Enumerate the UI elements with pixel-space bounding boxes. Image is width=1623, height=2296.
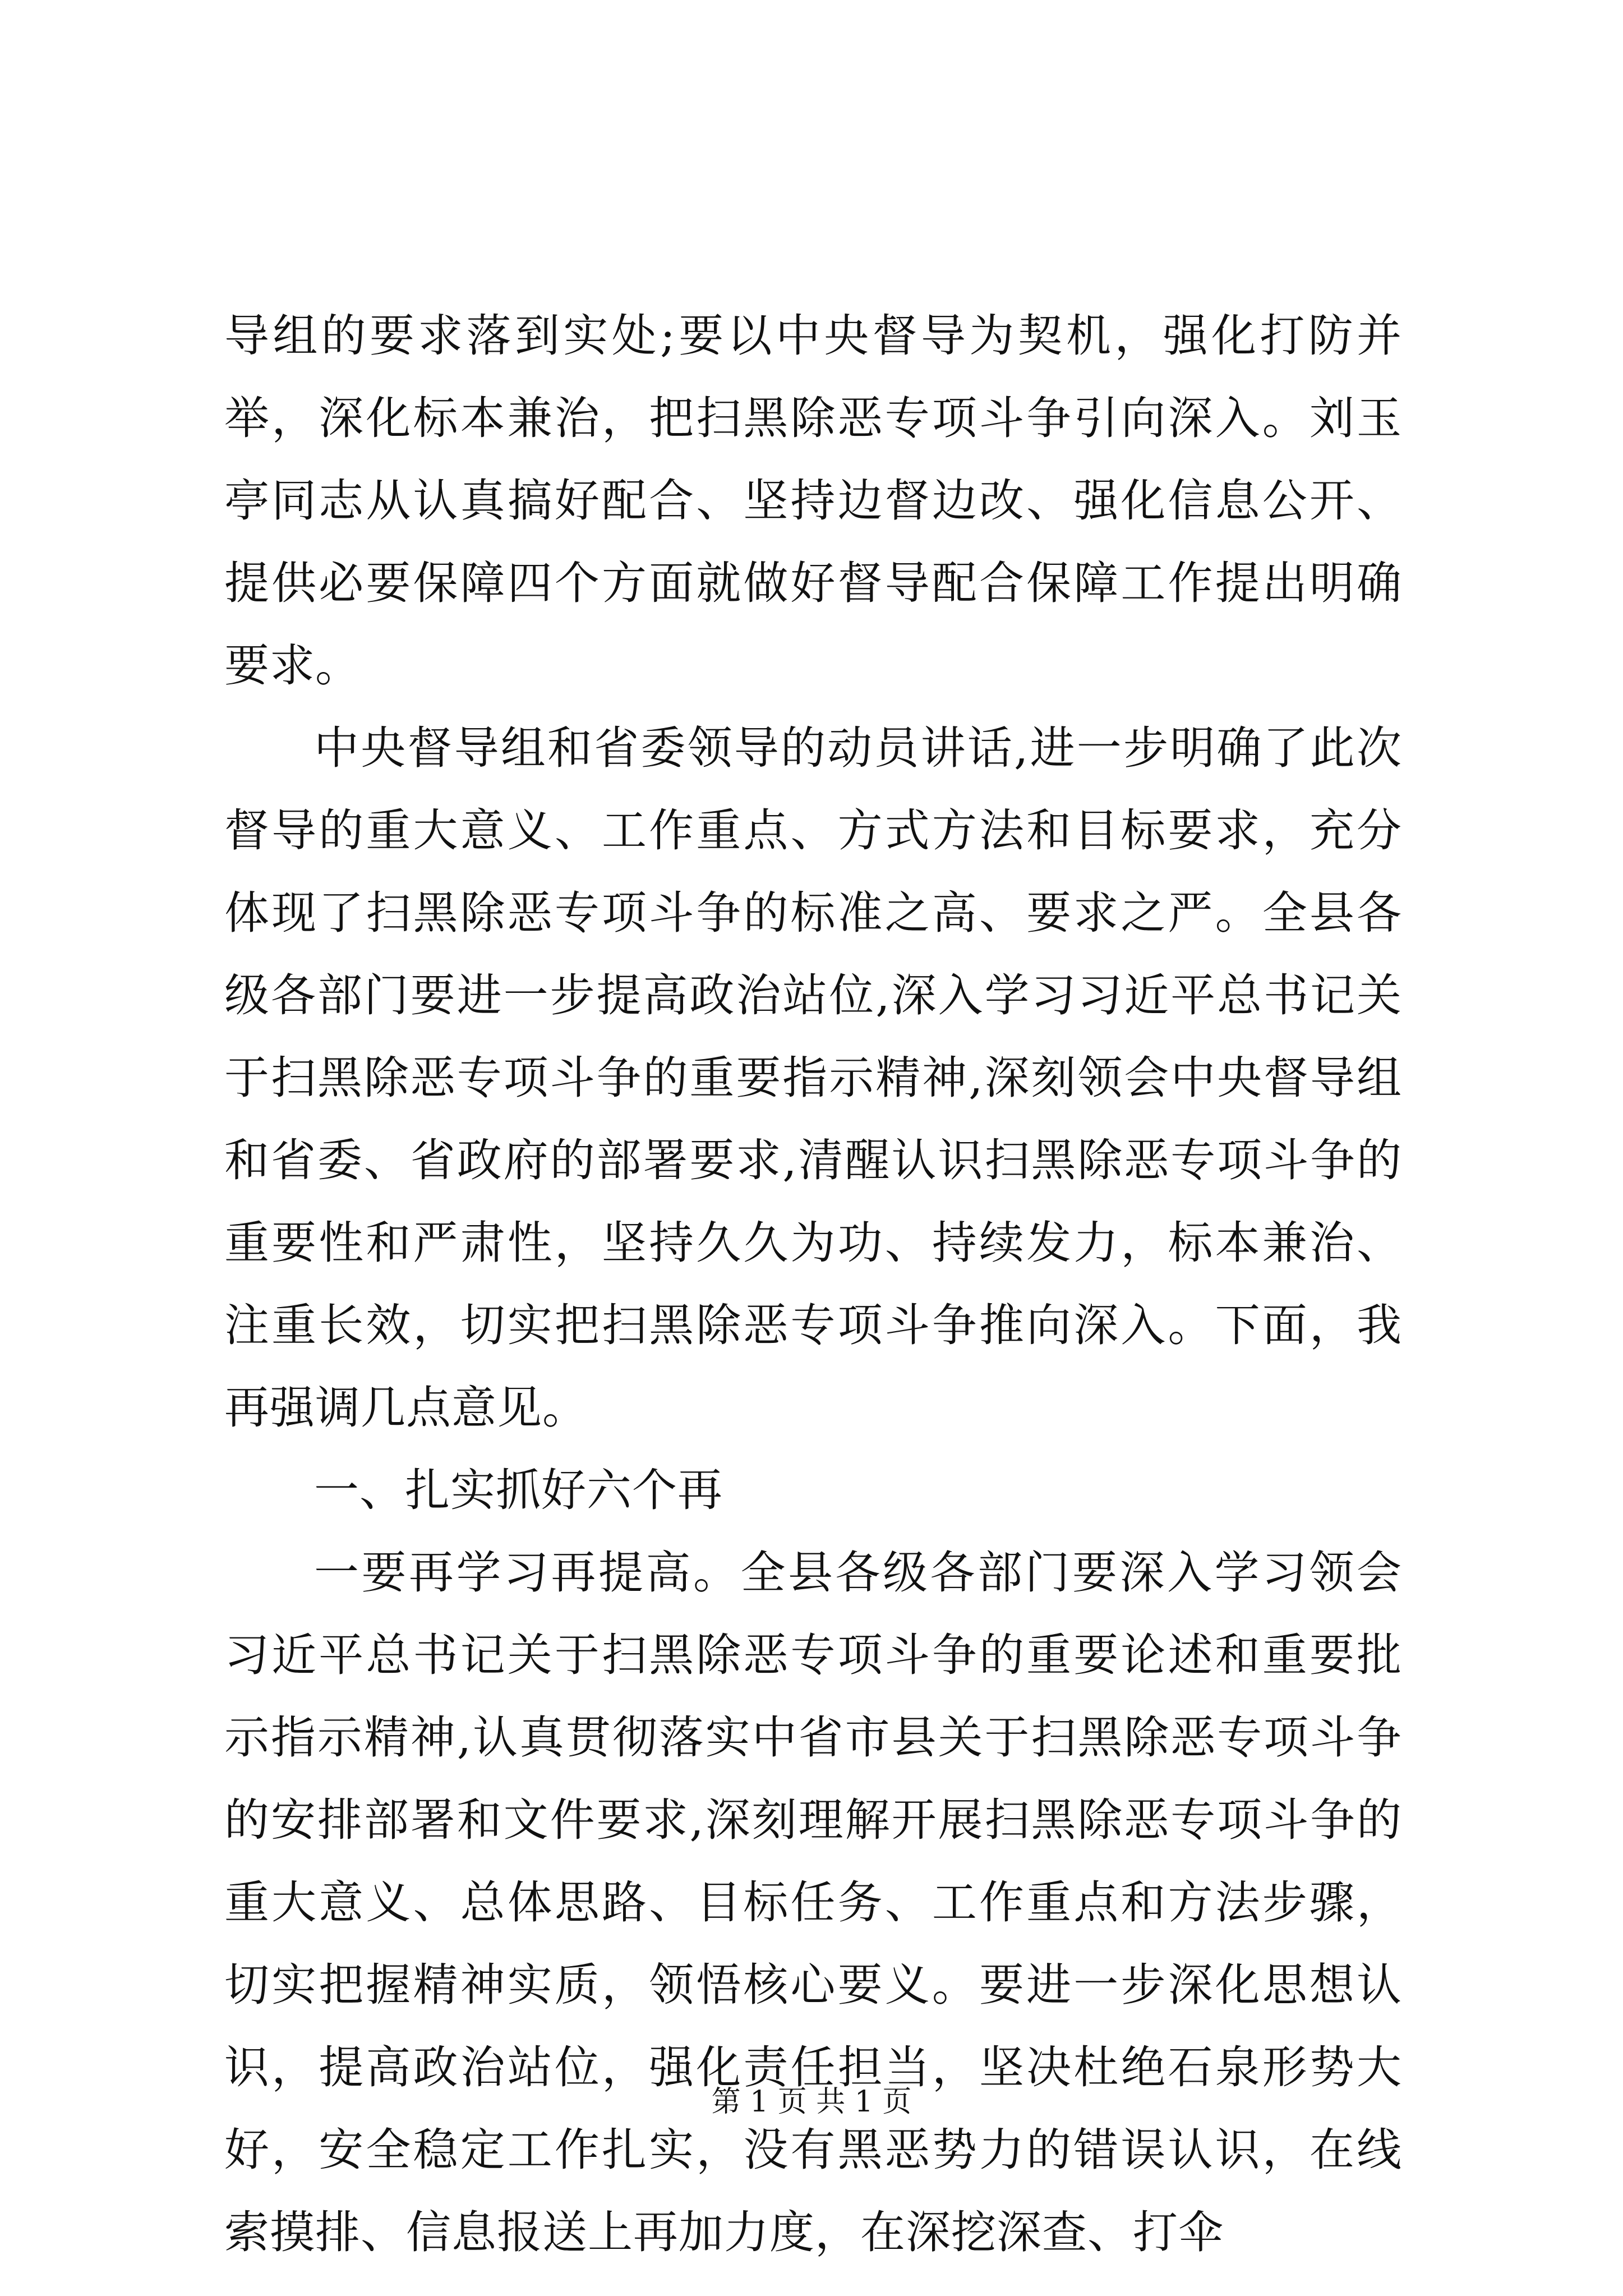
document-body (224, 295, 1402, 2274)
paragraph-continuation: 导组的要求落到实处;要以中央督导为契机，强化打防并举，深化标本兼治，把扫黑除恶专项斗争引向深入。刘玉亭同志从认真搞好配合、坚持边督边改、强化信息公开、提供必要保障四个方面就做好督导配合保障工作提出明确要求。 (224, 310, 1402, 692)
section-heading: 一、扎实抓好六个再 (314, 1464, 723, 1516)
paragraph-speech-summary: 中央督导组和省委领导的动员讲话,进一步明确了此次督导的重大意义、工作重点、方式方法和目标要求，充分体现了扫黑除恶专项斗争的标准之高、要求之严。全县各级各部门要进一步提高政治站位,深入学习习近平总书记关于扫黑除恶专项斗争的重要指示精神,深刻领会中央督导组和省委、省政府的部署要求,清醒认识扫黑除恶专项斗争的重要性和严肃性，坚持久久为功、持续发力，标本兼治、注重长效，切实把扫黑除恶专项斗争推向深入。下面，我再强调几点意见。 (224, 722, 1402, 1434)
page-footer: 第 1 页 共 1 页 (711, 2085, 912, 2119)
paragraph-study-requirement: 一要再学习再提高。全县各级各部门要深入学习领会习近平总书记关于扫黑除恶专项斗争的重要论述和重要批示指示精神,认真贯彻落实中省市县关于扫黑除恶专项斗争的安排部署和文件要求,深刻理解开展扫黑除恶专项斗争的重大意义、总体思路、目标任务、工作重点和方法步骤，切实把握精神实质，领悟核心要义。要进一步深化思想认识，提高政治站位，强化责任担当，坚决杜绝石泉形势大好，安全稳定工作扎实，没有黑恶势力的错误认识，在线索摸排、信息报送上再加力度，在深挖深查、打伞 (224, 1547, 1402, 2258)
